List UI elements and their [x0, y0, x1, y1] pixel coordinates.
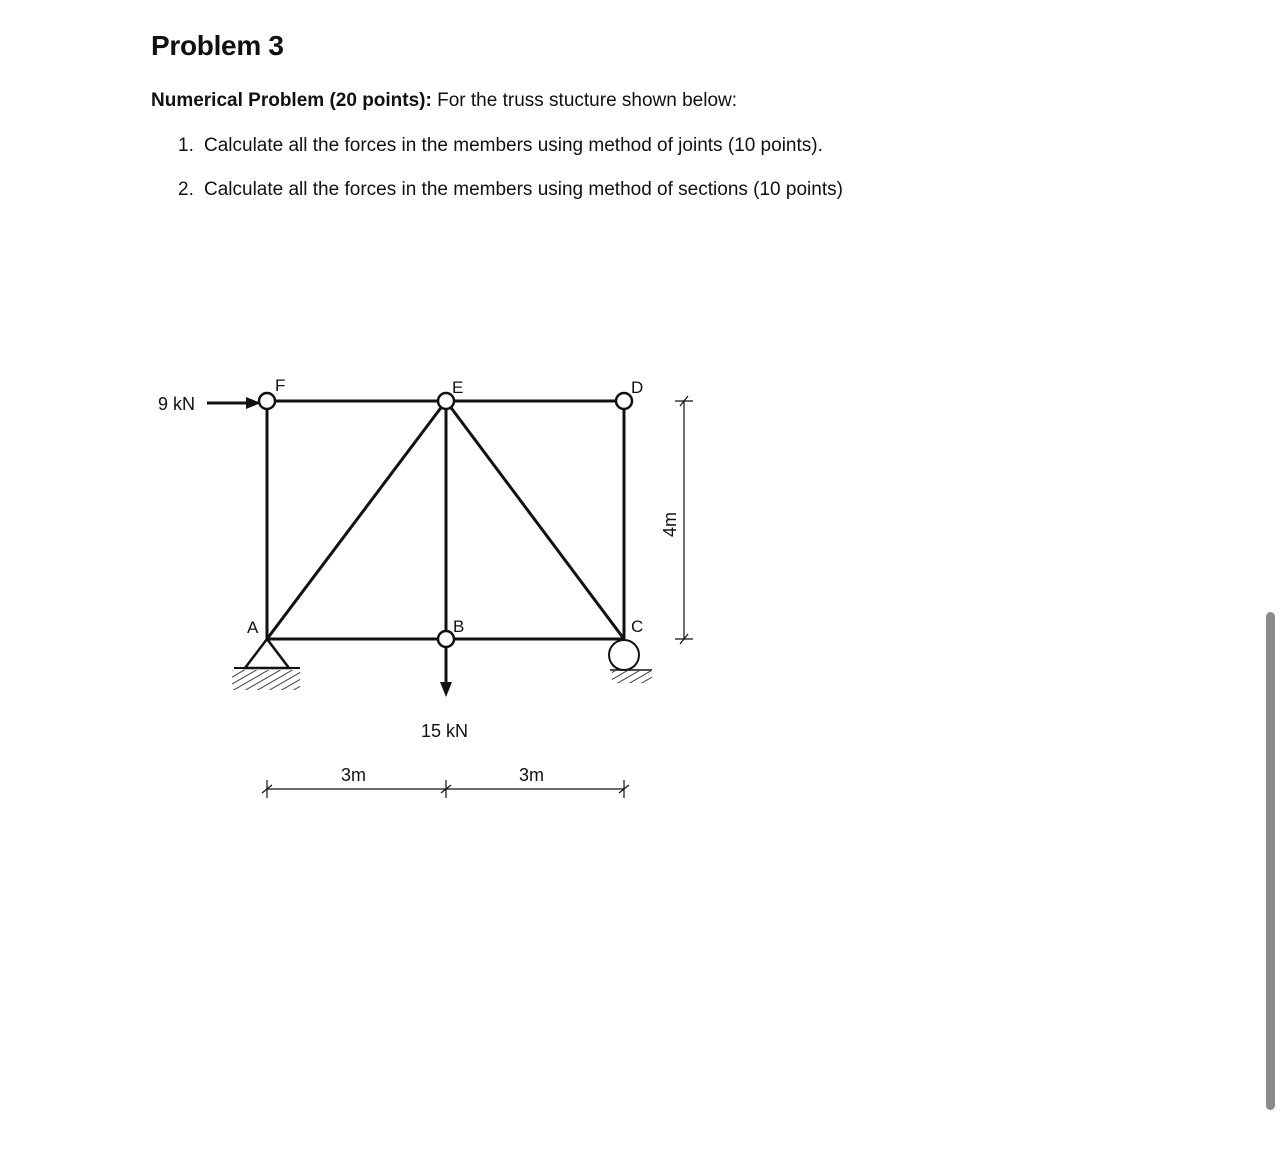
problem-title: Problem 3 [151, 30, 284, 61]
joint-F [259, 393, 275, 409]
ground-hatch-C [612, 671, 652, 683]
joint-B [438, 631, 454, 647]
joint-label-A: A [247, 618, 259, 637]
intro-rest: For the truss stucture shown below: [431, 90, 738, 111]
dimension-label-left: 3m [341, 765, 367, 785]
load-arrowhead-15kN [440, 682, 452, 697]
joint-label-E: E [452, 378, 464, 397]
task-number-2: 2. [178, 179, 194, 200]
scrollbar-thumb[interactable] [1266, 612, 1275, 1110]
joint-label-F: F [275, 376, 286, 395]
member-AE [267, 401, 446, 639]
task-text-2: Calculate all the forces in the members using method of sections (10 points) [204, 179, 843, 200]
roller-support-C [609, 640, 639, 670]
task-text-1: Calculate all the forces in the members using method of joints (10 points). [204, 135, 823, 156]
pin-support-A [245, 639, 289, 668]
joint-D [616, 393, 632, 409]
task-number-1: 1. [178, 135, 194, 156]
load-label-9kN: 9 kN [158, 394, 196, 414]
joint-label-D: D [631, 378, 644, 397]
dimension-label-height: 4m [660, 511, 680, 537]
joint-label-C: C [631, 617, 644, 636]
intro-bold: Numerical Problem (20 points): [151, 90, 432, 111]
load-label-15kN: 15 kN [421, 721, 469, 741]
ground-hatch-A [232, 670, 300, 690]
joint-label-B: B [453, 617, 465, 636]
member-EC [446, 401, 624, 639]
dimension-label-right: 3m [519, 765, 545, 785]
